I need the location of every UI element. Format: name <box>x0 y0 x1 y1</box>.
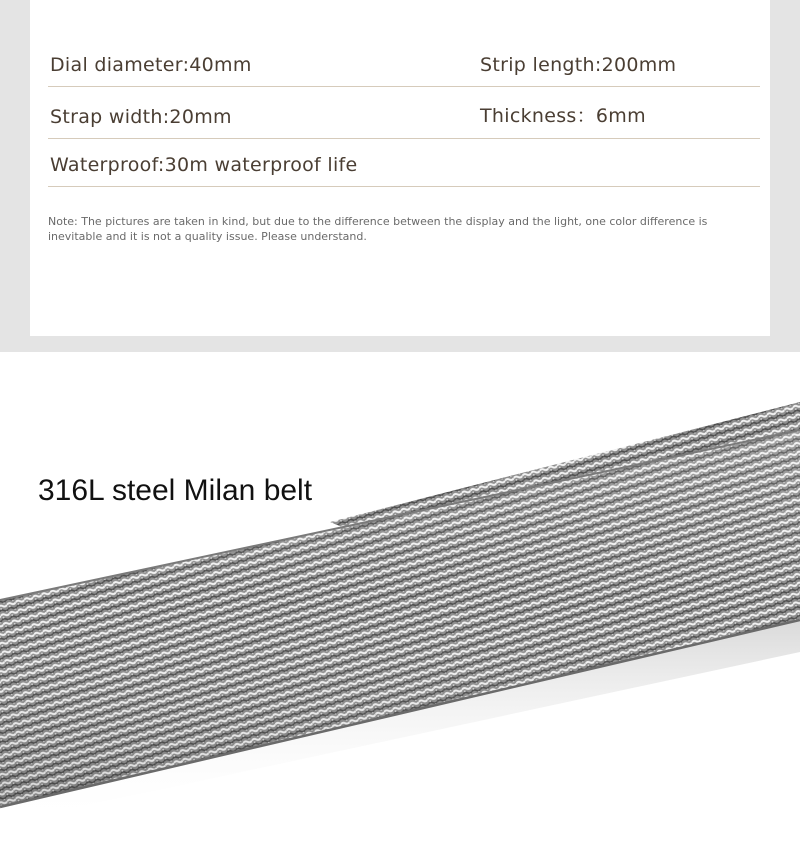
spec-panel <box>0 0 800 352</box>
product-caption: 316L steel Milan belt <box>38 474 313 507</box>
disclaimer-note: Note: The pictures are taken in kind, but due to the difference between the display and the light, one color difference is inevitable and it is not a quality issue. Please understand. <box>48 215 708 243</box>
spec-row <box>48 139 760 187</box>
mesh-strap-illustration <box>0 352 800 841</box>
spec-card <box>30 0 770 336</box>
waterproof-spec: Waterproof:30m waterproof life <box>50 154 358 176</box>
dial-diameter-spec: Dial diameter:40mm <box>50 54 252 76</box>
strap-width-spec: Strap width:20mm <box>50 106 232 128</box>
thickness-spec: Thickness：6mm <box>480 105 646 127</box>
strip-length-spec: Strip length:200mm <box>480 54 677 76</box>
product-image <box>0 352 800 841</box>
spec-row <box>48 87 760 139</box>
spec-row <box>48 0 760 87</box>
